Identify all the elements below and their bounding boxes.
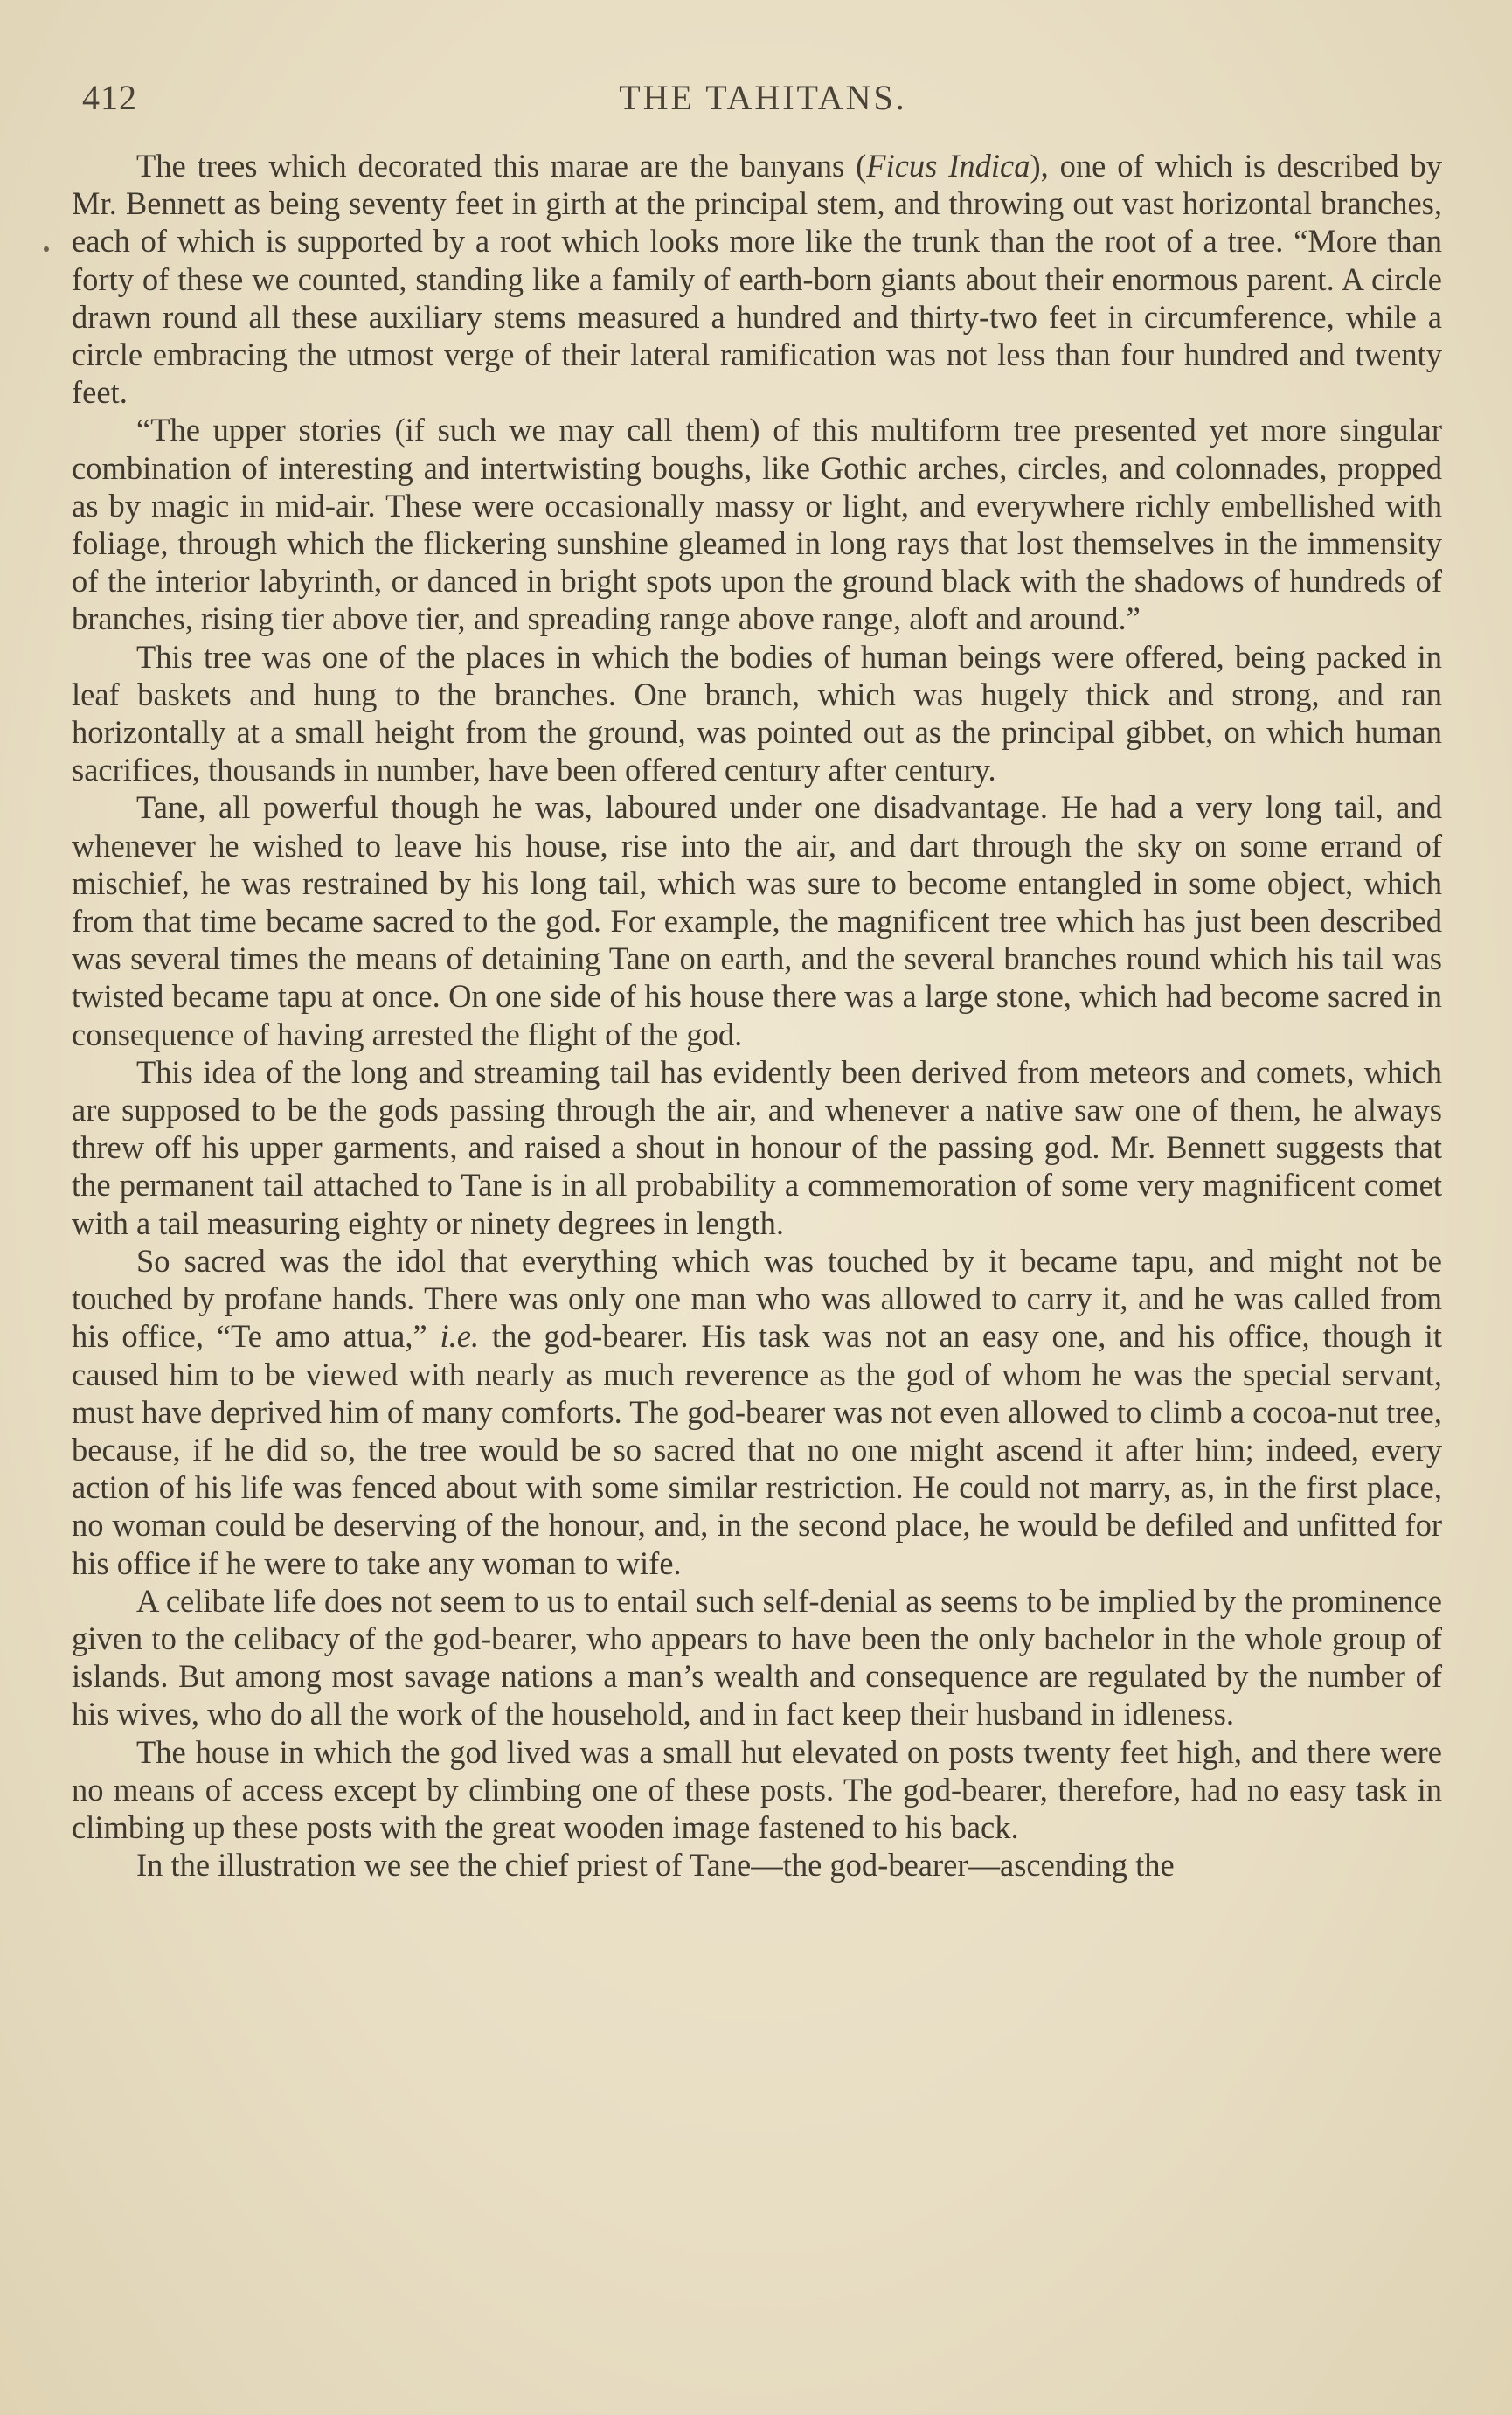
paragraph-god-bearer: So sacred was the idol that everything which was touched by it became tapu, and might not be touched by profane hands. There was only one man who was allowed to carry it, and he was called from his office, “Te amo attua,” i.e. the god-bearer. His task was not an easy one, and his office, though it caused him to be viewed with nearly as much reverence as the god of whom he was the special servant, must have deprived him of many comforts. The god-bearer was not even allowed to climb a cocoa-nut tree, because, if he did so, the tree would be so sacred that no one might ascend it after him; indeed, every action of his life was fenced about with some similar restriction. He could not marry, as, in the first place, no woman could be deserving of the honour, and, in the second place, he would be defiled and unfitted for his office if he were to take any woman to wife.	[72, 1242, 1442, 1581]
page-number: 412	[82, 78, 137, 117]
paragraph-comets: This idea of the long and streaming tail has evidently been derived from meteors and comets, which are supposed to be the gods passing through the air, and whenever a native saw one of them, he always threw off his upper garments, and raised a shout in honour of the passing god. Mr. Bennett suggests that the permanent tail attached to Tane is in all probability a commemoration of some very magnificent comet with a tail measuring eighty or ninety degrees in length.	[72, 1053, 1442, 1241]
paragraph-banyan: The trees which decorated this marae are the banyans (Ficus Indica), one of which is described by Mr. Bennett as being seventy feet in girth at the principal stem, and throwing out vast horizontal branches, each of which is supported by a root which looks more like the trunk than the root of a tree. “More than forty of these we counted, standing like a family of earth-born giants about their enormous parent. A circle drawn round all these auxiliary stems measured a hundred and thirty-two feet in circumference, while a circle embracing the utmost verge of their lateral ramification was not less than four hundred and twenty feet.	[72, 148, 1442, 411]
paragraph-celibacy: A celibate life does not seem to us to entail such self-denial as seems to be implied by the prominence given to the celibacy of the god-bearer, who appears to have been the only bachelor in the whole group of islands. But among most savage nations a man’s wealth and consequence are regulated by the number of his wives, who do all the work of the household, and in fact keep their husband in idleness.	[72, 1582, 1442, 1732]
page-header	[82, 77, 1444, 126]
paragraph-sacrifices: This tree was one of the places in which the bodies of human beings were offered, being packed in leaf baskets and hung to the branches. One branch, which was hugely thick and strong, and ran horizontally at a small height from the ground, was pointed out as the principal gibbet, on which human sacrifices, thousands in number, have been offered century after century.	[72, 638, 1442, 788]
paragraph-illustration: In the illustration we see the chief priest of Tane—the god-bearer—ascending the	[136, 1847, 1175, 1884]
paragraph-god-house: The house in which the god lived was a small hut elevated on posts twenty feet high, and there were no means of access except by climbing one of these posts. The god-bearer, therefore, had no easy task in climbing up these posts with the great wooden image fastened to his back.	[72, 1733, 1442, 1845]
running-head: THE TAHITANS.	[619, 78, 907, 117]
paragraph-tane-tail: Tane, all powerful though he was, laboured under one disadvantage. He had a very long tail, and whenever he wished to leave his house, rise into the air, and dart through the sky on some errand of mischief, he was restrained by his long tail, which was sure to become entangled in some object, which from that time became sacred to the god. For example, the magnificent tree which has just been described was several times the means of detaining Tane on earth, and the several branches round which his tail was twisted became tapu at once. On one side of his house there was a large stone, which had become sacred in consequence of having arrested the flight of the god.	[72, 789, 1442, 1052]
margin-mark	[44, 246, 49, 252]
paragraph-upper-stories: “The upper stories (if such we may call them) of this multiform tree presented yet more singular combination of interesting and intertwisting boughs, like Gothic arches, circles, and colonnades, propped as by magic in mid-air. These were occasionally massy or light, and everywhere richly embellished with foliage, through which the flickering sunshine gleamed in long rays that lost themselves in the immensity of the interior labyrinth, or danced in bright spots upon the ground black with the shadows of hundreds of branches, rising tier above tier, and spreading range above range, aloft and around.”	[72, 412, 1442, 637]
body-text	[72, 147, 1442, 1884]
